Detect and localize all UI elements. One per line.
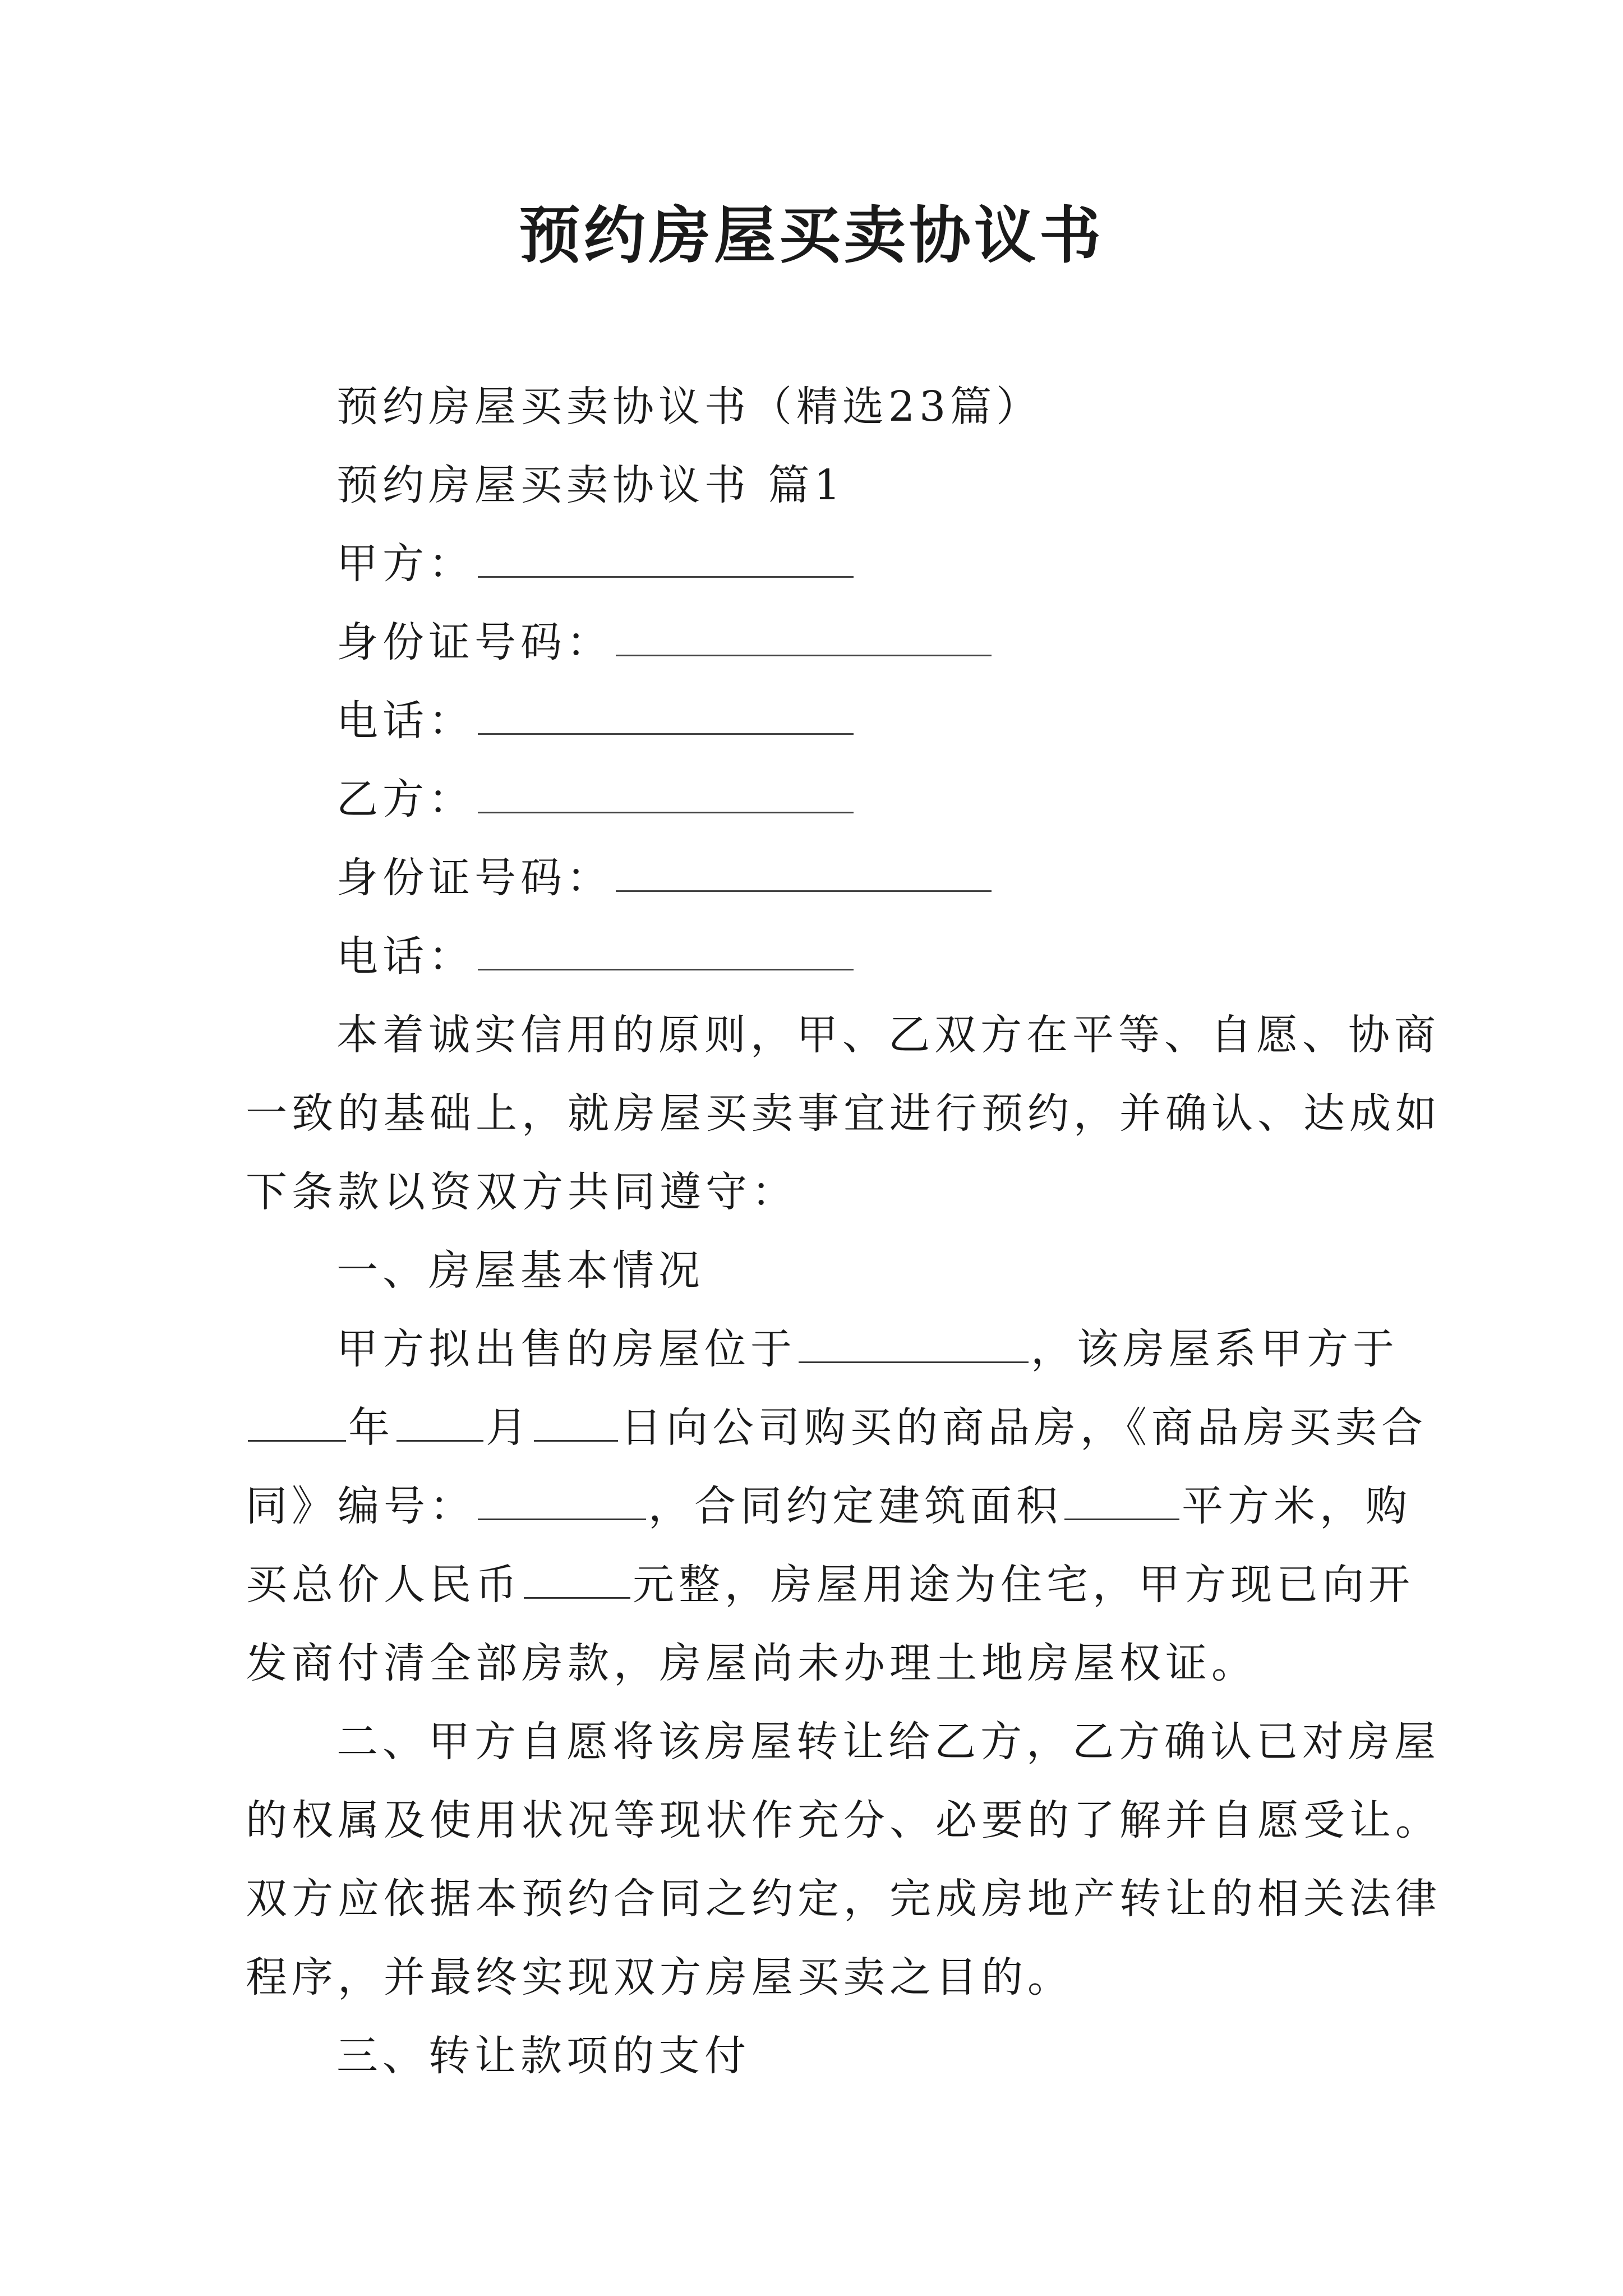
clause-2-line-2: 的权属及使用状况等现状作充分、必要的了解并自愿受让。 (246, 1796, 1441, 1844)
contract-number-blank (478, 1479, 646, 1520)
party-b-field (336, 769, 854, 830)
clause-1-line-5: 发商付清全部房款，房屋尚未办理土地房屋权证。 (246, 1639, 1257, 1687)
party-b-id-field (336, 847, 992, 909)
party-a-label: 甲方： (336, 540, 474, 588)
clause-2-line-4: 程序，并最终实现双方房屋买卖之目的。 (246, 1953, 1073, 2001)
party-b-phone-field (336, 926, 854, 987)
clause-1-text: 同》编号： (246, 1482, 476, 1530)
clause-1-text: 平方米，购 (1182, 1482, 1412, 1530)
month-blank (396, 1401, 483, 1442)
party-a-id-label: 身份证号码： (336, 618, 612, 666)
party-a-phone-blank (478, 694, 854, 735)
document-title: 预约房屋买卖协议书 (519, 199, 1104, 272)
section-heading: 预约房屋买卖协议书 篇1 (336, 461, 845, 509)
party-a-phone-field (336, 690, 854, 752)
party-a-field (336, 533, 854, 595)
party-a-blank (478, 537, 854, 578)
intro-line-2: 一致的基础上，就房屋买卖事宜进行预约，并确认、达成如 (246, 1089, 1441, 1138)
clause-1-text: 年 (348, 1404, 394, 1452)
clause-1-text: 日向公司购买的商品房，《商品房买卖合 (620, 1404, 1427, 1452)
area-blank (1064, 1479, 1179, 1520)
intro-line-3: 下条款以资双方共同遵守： (246, 1168, 797, 1216)
party-b-phone-blank (478, 930, 854, 970)
clause-1-text: ，该房屋系甲方于 (1031, 1325, 1399, 1373)
clause-2-line-1: 二、甲方自愿将该房屋转让给乙方，乙方确认已对房屋 (336, 1718, 1440, 1766)
party-b-label: 乙方： (336, 775, 474, 823)
party-a-id-field (336, 611, 992, 673)
party-b-blank (478, 772, 854, 813)
price-blank (524, 1558, 630, 1599)
clause-1-text: 买总价人民币 (246, 1561, 522, 1609)
day-blank (534, 1401, 618, 1442)
document-subtitle: 预约房屋买卖协议书（精选23篇） (336, 383, 1043, 431)
clause-1-line-3 (246, 1475, 1412, 1537)
party-a-phone-label: 电话： (336, 697, 474, 745)
party-a-id-blank (616, 615, 992, 656)
clause-1-text: 月 (486, 1404, 532, 1452)
party-b-id-label: 身份证号码： (336, 854, 612, 902)
year-blank (248, 1401, 346, 1442)
clause-1-text: 甲方拟出售的房屋位于 (336, 1325, 796, 1373)
clause-1-text: 元整，房屋用途为住宅，甲方现已向开 (633, 1561, 1414, 1609)
party-b-phone-label: 电话： (336, 932, 474, 981)
location-blank (799, 1322, 1029, 1363)
clause-1-line-4 (246, 1554, 1414, 1616)
clause-1-text: ，合同约定建筑面积 (648, 1482, 1062, 1530)
clause-2-line-3: 双方应依据本预约合同之约定，完成房地产转让的相关法律 (246, 1875, 1441, 1923)
clause-3-heading: 三、转让款项的支付 (336, 2032, 750, 2080)
clause-1-line-1 (336, 1318, 1399, 1380)
party-b-id-blank (616, 851, 992, 892)
clause-1-line-2 (246, 1397, 1427, 1458)
intro-line-1: 本着诚实信用的原则，甲、乙双方在平等、自愿、协商 (336, 1011, 1440, 1059)
clause-1-heading: 一、房屋基本情况 (336, 1246, 704, 1295)
